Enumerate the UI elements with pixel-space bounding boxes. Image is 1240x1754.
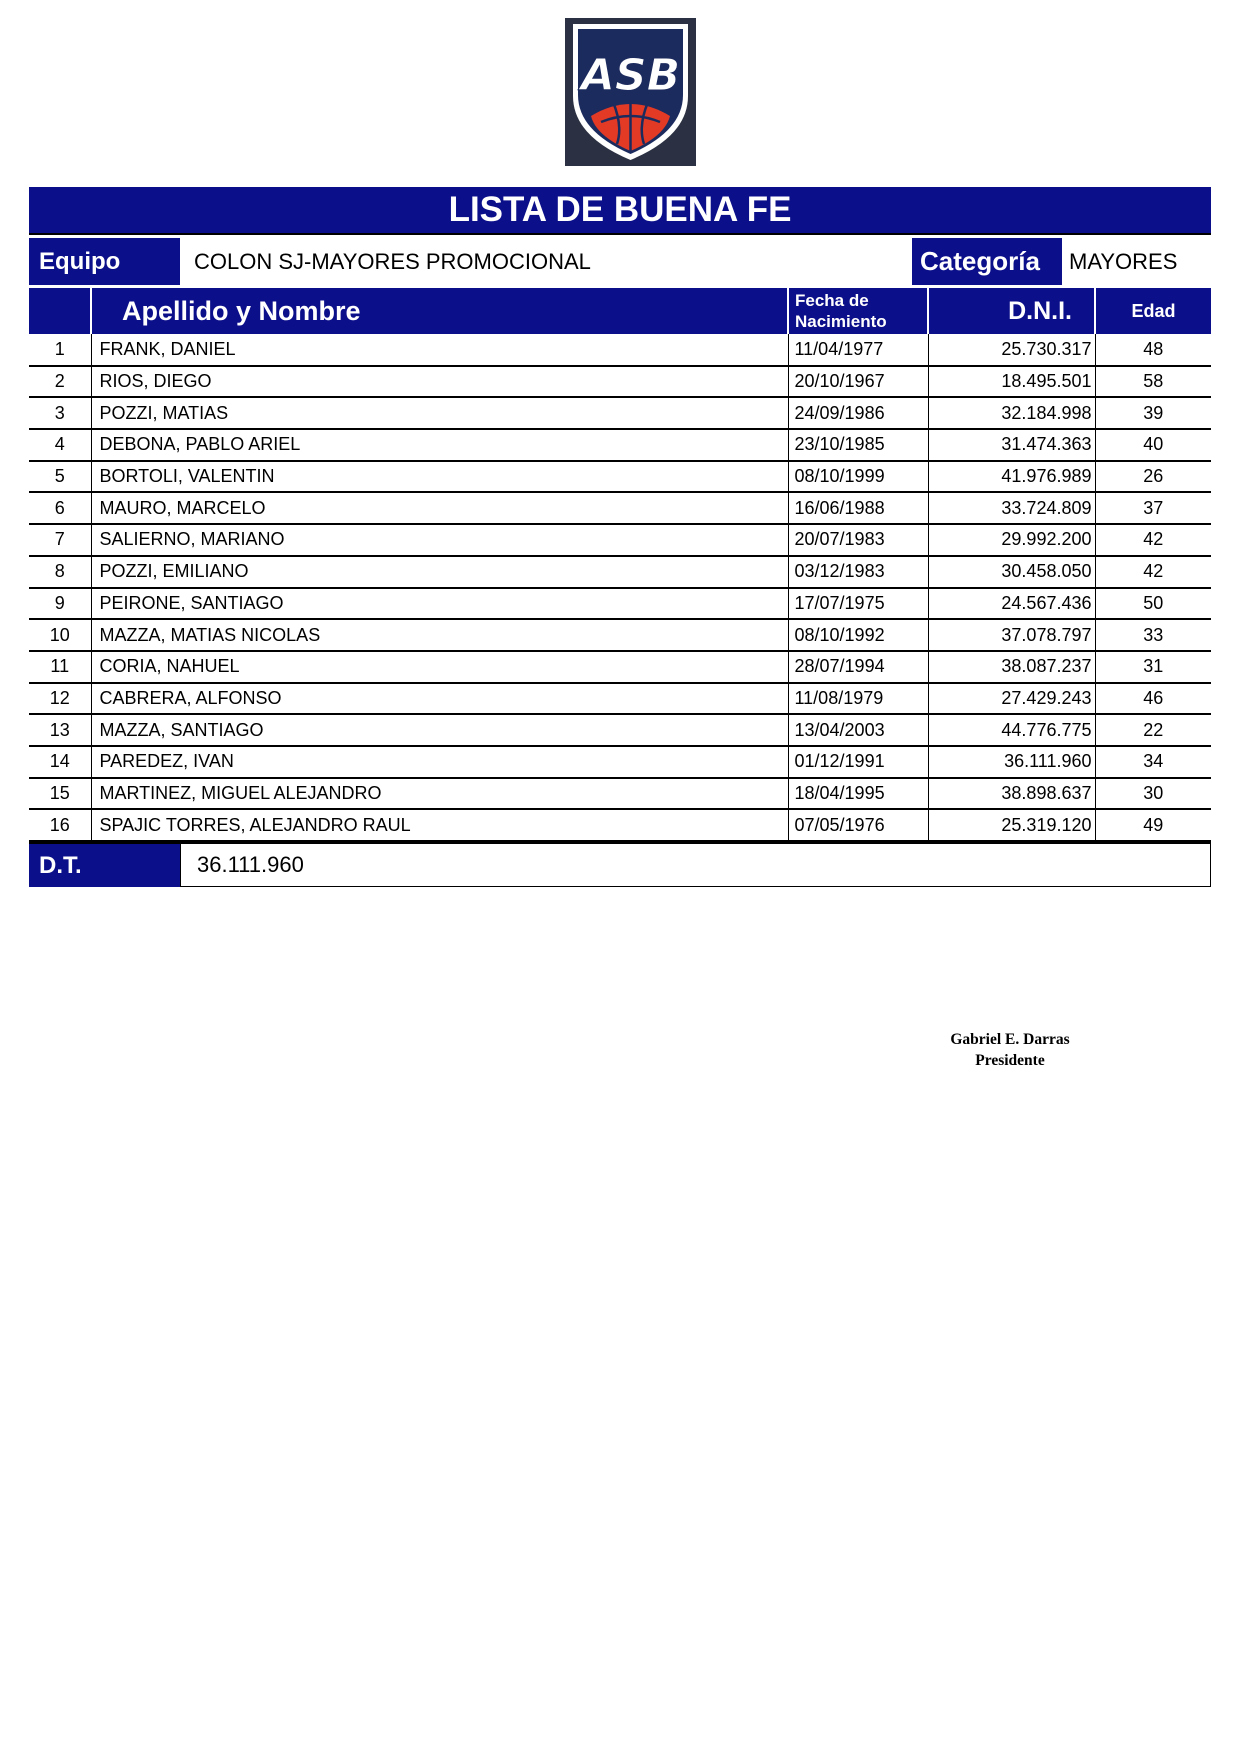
row-number: 8 xyxy=(29,556,91,588)
player-dni: 33.724.809 xyxy=(928,492,1095,524)
player-name: PAREDEZ, IVAN xyxy=(91,746,788,778)
player-dni: 36.111.960 xyxy=(928,746,1095,778)
player-name: MAZZA, SANTIAGO xyxy=(91,714,788,746)
player-age: 26 xyxy=(1095,461,1211,493)
table-row xyxy=(29,334,1211,366)
header-name: Apellido y Nombre xyxy=(91,288,788,334)
player-dni: 32.184.998 xyxy=(928,397,1095,429)
row-number: 12 xyxy=(29,683,91,715)
table-row xyxy=(29,683,1211,715)
logo-lettering: ASB xyxy=(580,50,681,101)
player-age: 40 xyxy=(1095,429,1211,461)
player-dni: 44.776.775 xyxy=(928,714,1095,746)
player-name: POZZI, MATIAS xyxy=(91,397,788,429)
player-dni: 25.319.120 xyxy=(928,809,1095,841)
table-row xyxy=(29,366,1211,398)
header-birth-line1: Fecha de xyxy=(795,291,869,310)
birth-date: 23/10/1985 xyxy=(788,429,928,461)
row-number: 16 xyxy=(29,809,91,841)
row-number: 14 xyxy=(29,746,91,778)
table-row xyxy=(29,461,1211,493)
player-dni: 41.976.989 xyxy=(928,461,1095,493)
table-row xyxy=(29,809,1211,841)
row-number: 13 xyxy=(29,714,91,746)
header-number xyxy=(29,288,91,334)
birth-date: 24/09/1986 xyxy=(788,397,928,429)
birth-date: 20/07/1983 xyxy=(788,524,928,556)
player-dni: 37.078.797 xyxy=(928,619,1095,651)
table-row xyxy=(29,397,1211,429)
player-age: 37 xyxy=(1095,492,1211,524)
row-number: 10 xyxy=(29,619,91,651)
birth-date: 11/08/1979 xyxy=(788,683,928,715)
table-row xyxy=(29,778,1211,810)
row-number: 4 xyxy=(29,429,91,461)
birth-date: 08/10/1999 xyxy=(788,461,928,493)
header-dni: D.N.I. xyxy=(928,288,1095,334)
player-age: 48 xyxy=(1095,334,1211,366)
signature-block xyxy=(930,1029,1090,1071)
player-age: 50 xyxy=(1095,588,1211,620)
player-age: 42 xyxy=(1095,556,1211,588)
birth-date: 13/04/2003 xyxy=(788,714,928,746)
player-dni: 24.567.436 xyxy=(928,588,1095,620)
row-number: 6 xyxy=(29,492,91,524)
category-label: Categoría xyxy=(912,238,1062,285)
team-info-row xyxy=(29,238,1211,285)
header-birth-line2: Nacimiento xyxy=(795,312,887,331)
row-number: 2 xyxy=(29,366,91,398)
birth-date: 17/07/1975 xyxy=(788,588,928,620)
player-age: 33 xyxy=(1095,619,1211,651)
birth-date: 20/10/1967 xyxy=(788,366,928,398)
asb-logo xyxy=(565,18,696,166)
birth-date: 07/05/1976 xyxy=(788,809,928,841)
coach-label: D.T. xyxy=(29,844,180,887)
row-number: 1 xyxy=(29,334,91,366)
category-value: MAYORES xyxy=(1069,248,1178,274)
player-name: MARTINEZ, MIGUEL ALEJANDRO xyxy=(91,778,788,810)
birth-date: 08/10/1992 xyxy=(788,619,928,651)
player-age: 39 xyxy=(1095,397,1211,429)
row-number: 11 xyxy=(29,651,91,683)
players-table xyxy=(29,288,1211,842)
birth-date: 16/06/1988 xyxy=(788,492,928,524)
player-name: BORTOLI, VALENTIN xyxy=(91,461,788,493)
birth-date: 18/04/1995 xyxy=(788,778,928,810)
player-age: 34 xyxy=(1095,746,1211,778)
players-body xyxy=(29,334,1211,841)
table-row xyxy=(29,429,1211,461)
player-name: RIOS, DIEGO xyxy=(91,366,788,398)
birth-date: 03/12/1983 xyxy=(788,556,928,588)
player-age: 46 xyxy=(1095,683,1211,715)
table-row xyxy=(29,746,1211,778)
player-name: SPAJIC TORRES, ALEJANDRO RAUL xyxy=(91,809,788,841)
player-age: 49 xyxy=(1095,809,1211,841)
player-dni: 25.730.317 xyxy=(928,334,1095,366)
player-dni: 29.992.200 xyxy=(928,524,1095,556)
player-age: 58 xyxy=(1095,366,1211,398)
row-number: 7 xyxy=(29,524,91,556)
birth-date: 28/07/1994 xyxy=(788,651,928,683)
player-dni: 38.087.237 xyxy=(928,651,1095,683)
player-name: SALIERNO, MARIANO xyxy=(91,524,788,556)
coach-dni: 36.111.960 xyxy=(180,844,1211,887)
team-label: Equipo xyxy=(29,238,180,285)
player-dni: 31.474.363 xyxy=(928,429,1095,461)
team-name: COLON SJ-MAYORES PROMOCIONAL xyxy=(194,248,591,274)
table-row xyxy=(29,651,1211,683)
table-row xyxy=(29,714,1211,746)
table-row xyxy=(29,524,1211,556)
page-title: LISTA DE BUENA FE xyxy=(29,187,1211,235)
table-row xyxy=(29,492,1211,524)
player-name: DEBONA, PABLO ARIEL xyxy=(91,429,788,461)
player-age: 30 xyxy=(1095,778,1211,810)
player-name: FRANK, DANIEL xyxy=(91,334,788,366)
player-dni: 18.495.501 xyxy=(928,366,1095,398)
player-dni: 30.458.050 xyxy=(928,556,1095,588)
signature-role: Presidente xyxy=(975,1052,1045,1069)
row-number: 3 xyxy=(29,397,91,429)
player-name: CORIA, NAHUEL xyxy=(91,651,788,683)
table-row xyxy=(29,619,1211,651)
asb-shield-icon xyxy=(565,18,696,166)
player-age: 42 xyxy=(1095,524,1211,556)
table-header-row xyxy=(29,288,1211,334)
player-name: MAURO, MARCELO xyxy=(91,492,788,524)
player-name: POZZI, EMILIANO xyxy=(91,556,788,588)
header-age: Edad xyxy=(1095,288,1211,334)
table-row xyxy=(29,556,1211,588)
coach-row xyxy=(29,842,1211,887)
player-name: CABRERA, ALFONSO xyxy=(91,683,788,715)
player-name: PEIRONE, SANTIAGO xyxy=(91,588,788,620)
row-number: 9 xyxy=(29,588,91,620)
table-row xyxy=(29,588,1211,620)
player-age: 22 xyxy=(1095,714,1211,746)
row-number: 5 xyxy=(29,461,91,493)
roster-sheet xyxy=(29,187,1211,887)
player-name: MAZZA, MATIAS NICOLAS xyxy=(91,619,788,651)
birth-date: 11/04/1977 xyxy=(788,334,928,366)
player-age: 31 xyxy=(1095,651,1211,683)
signature-name: Gabriel E. Darras xyxy=(950,1031,1070,1048)
row-number: 15 xyxy=(29,778,91,810)
player-dni: 27.429.243 xyxy=(928,683,1095,715)
birth-date: 01/12/1991 xyxy=(788,746,928,778)
header-birth xyxy=(788,288,928,334)
player-dni: 38.898.637 xyxy=(928,778,1095,810)
